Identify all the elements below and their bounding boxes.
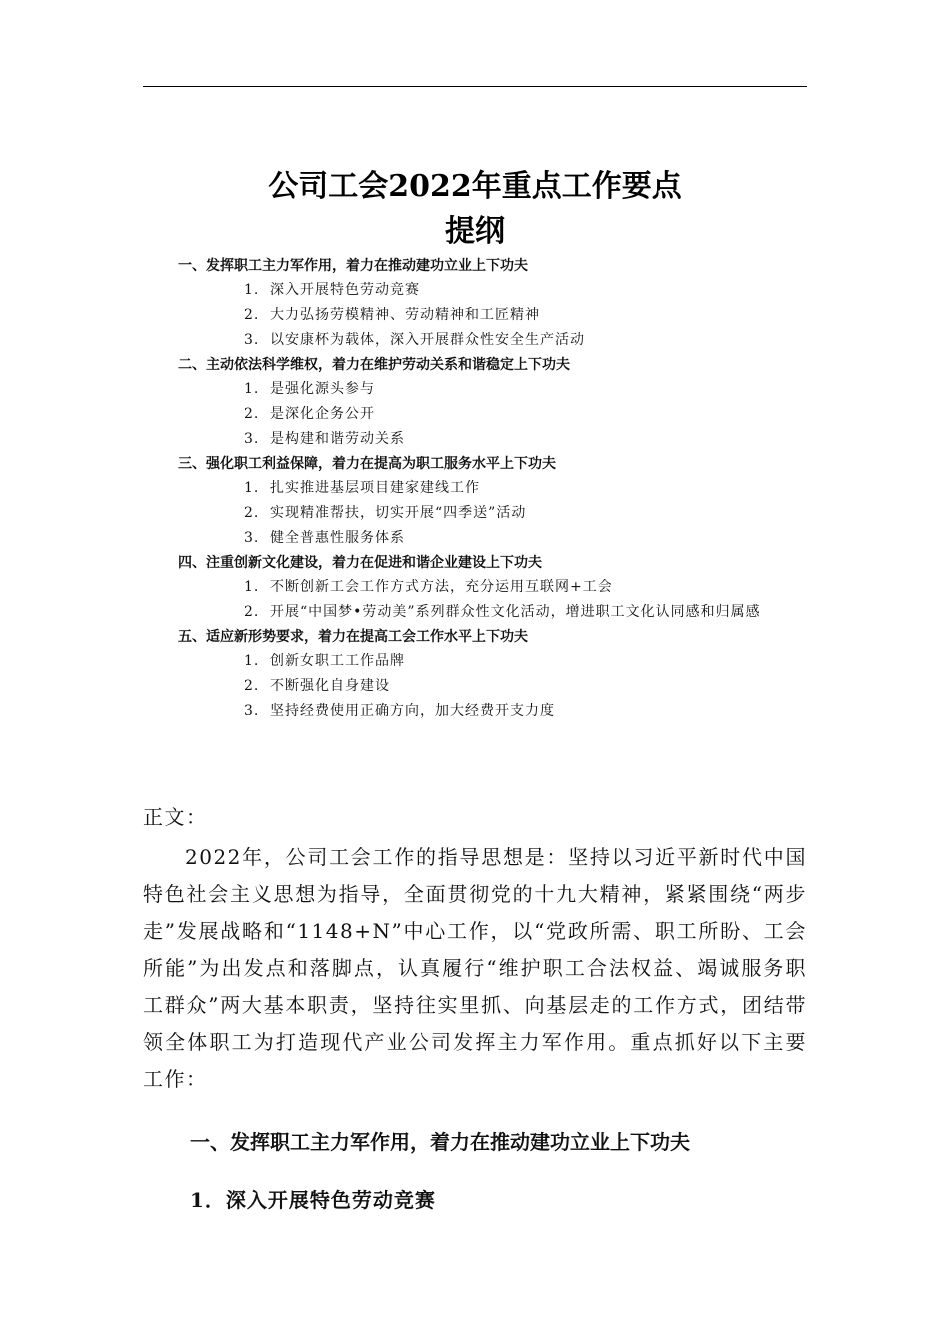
outline-item-number: 1. <box>244 653 260 669</box>
document-title: 公司工会2022年重点工作要点 <box>268 169 682 204</box>
outline-item-number: 2. <box>244 406 260 422</box>
outline-item-text: 深入开展特色劳动竞赛 <box>270 282 420 298</box>
outline-item-text: 不断强化自身建设 <box>270 678 390 694</box>
body-paragraph: 2022年，公司工会工作的指导思想是：坚持以习近平新时代中国特色社会主义思想为指导，全面贯彻党的十九大精神，紧紧围绕“两步走”发展战略和“1148+N”中心工作，以“党政所需、职工所盼、工会所能”为出发点和落脚点，认真履行“维护职工合法权益、竭诚服务职工群众”两大基本职责，坚持往实里抓、向基层走的工作方式，团结带领全体职工为打造现代产业公司发挥主力军作用。重点抓好以下主要工作： <box>143 845 807 1091</box>
outline-item <box>244 699 810 724</box>
outline-item <box>244 501 810 526</box>
outline-item-text: 实现精准帮扶，切实开展“四季送”活动 <box>270 505 527 521</box>
outline-item-number: 2. <box>244 307 260 323</box>
outline-item <box>244 600 810 625</box>
outline-item <box>244 427 810 452</box>
subsection-heading: 1．深入开展特色劳动竞赛 <box>190 1188 436 1212</box>
outline-item-text: 开展“中国梦•劳动美”系列群众性文化活动，增进职工文化认同感和归属感 <box>270 604 761 620</box>
outline-item-text: 以安康杯为载体，深入开展群众性安全生产活动 <box>270 332 585 348</box>
outline-item <box>244 526 810 551</box>
outline-item <box>244 377 810 402</box>
document-subtitle: 提纲 <box>445 214 505 249</box>
outline-item-number: 1. <box>244 579 260 595</box>
outline-item-text: 大力弘扬劳模精神、劳动精神和工匠精神 <box>270 307 540 323</box>
outline-item-text: 健全普惠性服务体系 <box>270 530 405 546</box>
outline-section-heading: 三、强化职工利益保障，着力在提高为职工服务水平上下功夫 <box>178 456 556 472</box>
outline-item-number: 3. <box>244 530 260 546</box>
outline-item <box>244 328 810 353</box>
outline-section-heading: 五、适应新形势要求，着力在提高工会工作水平上下功夫 <box>178 629 528 645</box>
outline-item <box>244 303 810 328</box>
outline-item <box>244 649 810 674</box>
body-label: 正文： <box>143 805 208 829</box>
outline-item-number: 3. <box>244 431 260 447</box>
outline-item-text: 是强化源头参与 <box>270 381 375 397</box>
outline-item-text: 不断创新工会工作方式方法，充分运用互联网+工会 <box>270 579 613 595</box>
outline <box>0 254 950 724</box>
outline-item-text: 坚持经费使用正确方向，加大经费开支力度 <box>270 703 555 719</box>
outline-section-heading: 一、发挥职工主力军作用，着力在推动建功立业上下功夫 <box>178 258 528 274</box>
outline-item <box>244 278 810 303</box>
section-heading: 一、发挥职工主力军作用，着力在推动建功立业上下功夫 <box>190 1130 690 1154</box>
outline-item-number: 2. <box>244 604 260 620</box>
outline-item <box>244 674 810 699</box>
outline-item-number: 1. <box>244 480 260 496</box>
outline-item-number: 3. <box>244 703 260 719</box>
outline-item-text: 扎实推进基层项目建家建线工作 <box>270 480 480 496</box>
outline-item-number: 2. <box>244 505 260 521</box>
outline-item-number: 3. <box>244 332 260 348</box>
outline-section-heading: 二、主动依法科学维权，着力在维护劳动关系和谐稳定上下功夫 <box>178 357 570 373</box>
outline-item <box>244 575 810 600</box>
outline-item-text: 是深化企务公开 <box>270 406 375 422</box>
outline-section-heading: 四、注重创新文化建设，着力在促进和谐企业建设上下功夫 <box>178 555 542 571</box>
outline-item <box>244 402 810 427</box>
outline-item <box>244 476 810 501</box>
outline-item-text: 创新女职工工作品牌 <box>270 653 405 669</box>
outline-item-number: 1. <box>244 381 260 397</box>
header-rule <box>143 86 807 87</box>
outline-item-text: 是构建和谐劳动关系 <box>270 431 405 447</box>
outline-item-number: 1. <box>244 282 260 298</box>
outline-item-number: 2. <box>244 678 260 694</box>
